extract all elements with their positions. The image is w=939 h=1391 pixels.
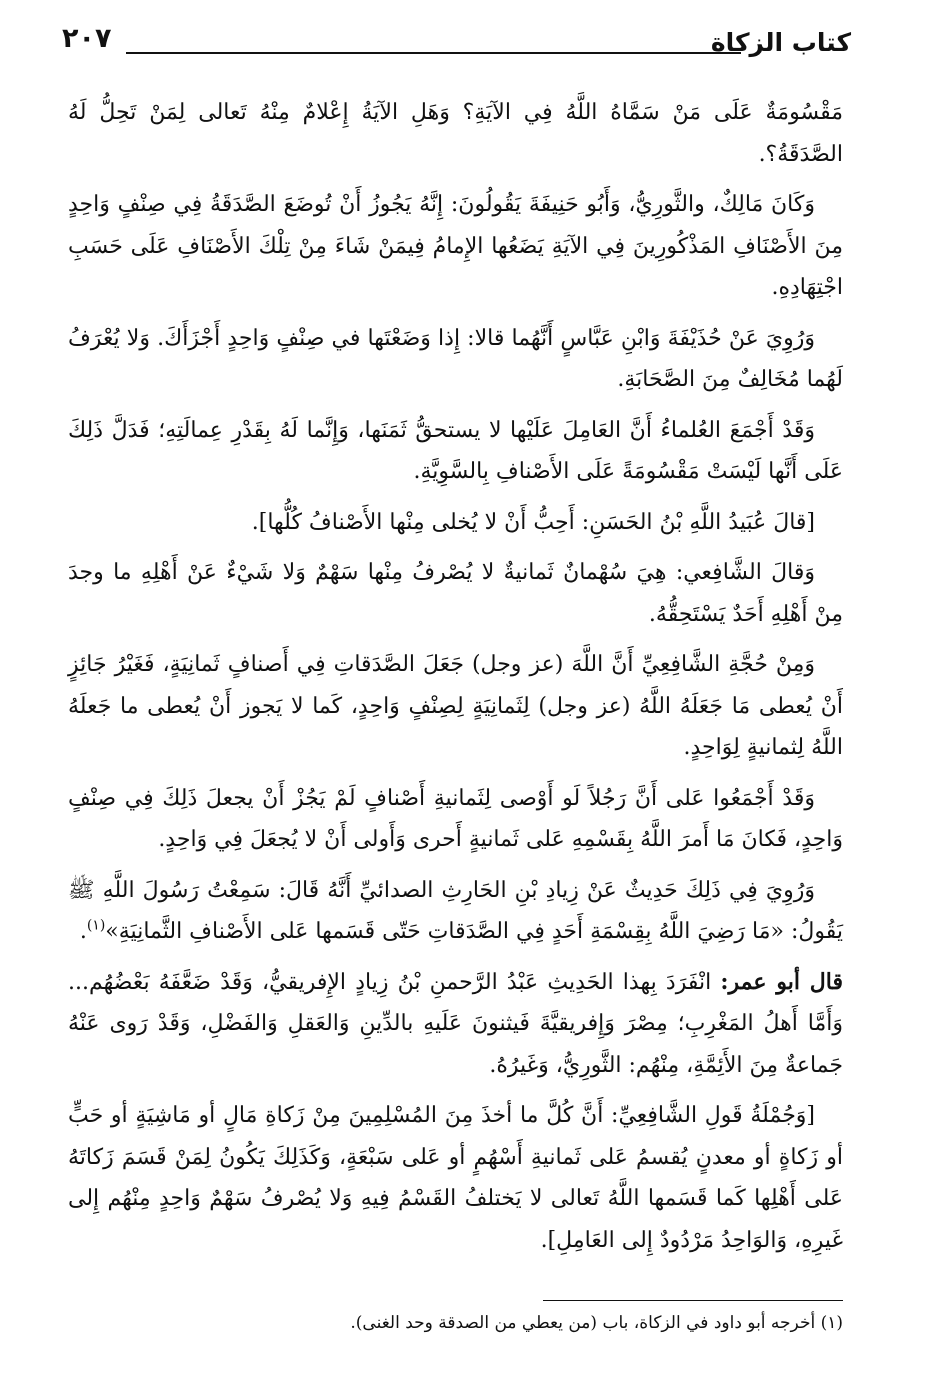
paragraph-text: انْفَرَدَ بِهذا الحَدِيثِ عَبْدُ الرَّحمنِ بْنُ زِيادٍ الإِفريقيُّ، وَقَدْ ضَعَّفَهُ بَعْضُهُم... وَأَمَّا أَهلُ المَغْرِبِ؛ مِصْرَ وَإِفريقيَّةَ فَيثنونَ عَلَيهِ بالدِّينِ وَالعَقلِ وَالفَضْلِ، وَقَدْ رَوى عَنْهُ جَماعةٌ مِنَ الأَئِمَّةِ، مِنْهُم: الثَّورِيُّ، وَغَيرُهُ.: [68, 969, 843, 1078]
paragraph-text: وَكَانَ مَالِكٌ، والثَّورِيُّ، وَأَبُو حَنِيفَةَ يَقُولُونَ: إِنَّهُ يَجُوزُ أَنْ تُوضَعَ الصَّدَقَةُ فِي صِنْفٍ وَاحِدٍ مِنَ الأَصْنَافِ المَذْكُورِينَ فِي الآيَةِ يَضَعُها الإِمامُ فِيمَنْ شَاءَ مِنْ تِلْكَ الأَصْنَافِ عَلَى حَسَبِ اجْتِهَادِهِ.: [68, 192, 843, 300]
paragraph: [68, 552, 843, 635]
paragraph-text: [وَجُمْلَةُ قَولِ الشَّافِعِيِّ: أَنَّ كُلَّ ما أخذَ مِنَ المُسْلِمِينَ مِنْ زَكاةِ مَالٍ أو مَاشِيَةٍ أو حَبٍّ أو زَكاةٍ أو معدنٍ يُقسمُ عَلى ثَمانيةِ أَسْهُمٍ أو عَلى سَبْعَةٍ، وَكَذَلِكَ يَكُونُ لِمَنْ قَسَمَ زَكاتَهُ عَلى أَهْلِها كَما قَسَمها اللَّهُ تَعالى لا يَختلفُ القَسْمُ فِيهِ وَلا يُصْرفُ سَهْمٌ وَاحِدٍ مِنْهُم إِلى غَيرِهِ، وَالوَاحِدُ مَرْدُودٌ إِلى العَامِلِ].: [68, 1103, 843, 1253]
footnote-marker: (١): [820, 1313, 843, 1333]
paragraph-text: وَمِنْ حُجَّةِ الشَّافِعِيِّ أَنَّ اللَّهَ (عز وجل) جَعَلَ الصَّدَقاتِ فِي أَصنافٍ ثَمانِيَةٍ، فَغَيْرُ جَائِزٍ أَنْ يُعطى مَا جَعَلَهُ اللَّهُ (عز وجل) لِثَمانِيَةٍ لِصِنْفٍ وَاحِدٍ، كَما لا يَجوز أَنْ يُعطى ما جَعلَهُ اللَّهُ لِثمانيةٍ لِوَاحِدٍ.: [68, 652, 843, 760]
paragraph-lead: قال أبو عمر:: [720, 968, 844, 995]
paragraph: [68, 778, 843, 861]
page-number: ٢٠٧: [62, 23, 112, 54]
paragraph: [68, 92, 843, 175]
paragraph-text: وَقَدْ أَجْمَعَ العُلماءُ أَنَّ العَامِلَ عَلَيْها لا يستحقُّ ثَمَنَها، وَإِنَّما لَهُ بِقَدْرِ عِمالَتِهِ؛ فَدَلَّ ذَلِكَ عَلَى أَنَّها لَيْسَتْ مَقْسُومَةً عَلَى الأَصْنافِ بِالسَّوِيَّةِ.: [68, 417, 843, 484]
paragraph: [68, 1095, 843, 1261]
paragraph-text: [قالَ عُبَيدُ اللَّهِ بْنُ الحَسَنِ: أَحِبُّ أَنْ لا يُخلى مِنْها الأَصْنافُ كُلُّها].: [251, 509, 815, 535]
paragraph-text: وَرُوِيَ عَنْ حُذَيْفَةَ وَابْنِ عَبَّاسٍ أَنَّهُما قالا: إِذا وَضَعْتَها في صِنْفٍ وَاحِدٍ أَجْزَأَكَ. وَلا يُعْرَفُ لَهُما مُخَالِفٌ مِنَ الصَّحَابَةِ.: [68, 325, 843, 392]
paragraph: [68, 410, 843, 493]
paragraph: [68, 502, 843, 544]
book-title: كتاب الزكاة: [710, 28, 851, 57]
header-rule: [126, 52, 741, 54]
paragraph-text: وَقَدْ أَجْمَعُوا عَلى أَنَّ رَجُلاً لَو أَوْصى لِثَمانيةِ أَصْنافٍ لَمْ يَجُزْ أَنْ يجعلَ ذَلِكَ فِي صِنْفٍ وَاحِدٍ، فَكانَ مَا أَمرَ اللَّهُ بِقَسْمِهِ عَلى ثَمانيةٍ أَحرى وَأَولى أَنْ لا يُجعَلَ فِي وَاحِدٍ.: [68, 785, 843, 852]
paragraph-text: وَقالَ الشَّافِعي: هِيَ سُهْمانٌ ثَمانيةٌ لا يُصْرفُ مِنْها سَهْمٌ وَلا شَيْءٌ عَنْ أَهْلِهِ ما وجدَ مِنْ أَهْلِهِ أَحَدٌ يَسْتَحِقُّهُ.: [68, 560, 843, 627]
footnote-text: أخرجه أبو داود في الزكاة، باب (من يعطي من الصدقة وحد الغنى).: [350, 1313, 816, 1333]
paragraph: [68, 184, 843, 309]
running-header: [62, 18, 851, 58]
paragraph: وَرُوِيَ فِي ذَلِكَ حَدِيثٌ عَنْ زِيادِ بْنِ الحَارِثِ الصدائيِّ أَنَّهُ قَالَ: سَمِعْتُ رَسُولَ اللَّهِ ﷺ يَقُولُ: «مَا رَضِيَ اللَّهُ بِقِسْمَةِ أَحَدٍ فِي الصَّدَقاتِ حَتّى قَسَمها عَلى الأَصْنافِ الثَّمانِيَةِ»$^{(١)}$.: [68, 877, 843, 944]
paragraph: [68, 644, 843, 769]
paragraph-text: وَرُوِيَ فِي ذَلِكَ حَدِيثٌ عَنْ زِيادِ بْنِ الحَارِثِ الصدائيِّ أَنَّهُ قَالَ: سَمِعْتُ رَسُولَ اللَّهِ ﷺ يَقُولُ: «مَا رَضِيَ اللَّهُ بِقِسْمَةِ أَحَدٍ فِي الصَّدَقاتِ حَتّى قَسَمها عَلى الأَصْنافِ الثَّمانِيَةِ»: [68, 877, 843, 944]
paragraph: [68, 962, 843, 1087]
body-text: [68, 92, 843, 1270]
paragraph-text: مَقْسُومَةٌ عَلَى مَنْ سَمَّاهُ اللَّهُ فِي الآيَةِ؟ وَهَلِ الآيَةُ إِعْلامٌ مِنْهُ تَعالى لِمَنْ تَحِلُّ لَهُ الصَّدَقَةُ؟.: [68, 100, 843, 167]
paragraph: [68, 318, 843, 401]
footnote-reference[interactable]: (١): [86, 917, 106, 934]
footnote-divider: [543, 1300, 843, 1301]
footnote: [68, 1310, 843, 1336]
